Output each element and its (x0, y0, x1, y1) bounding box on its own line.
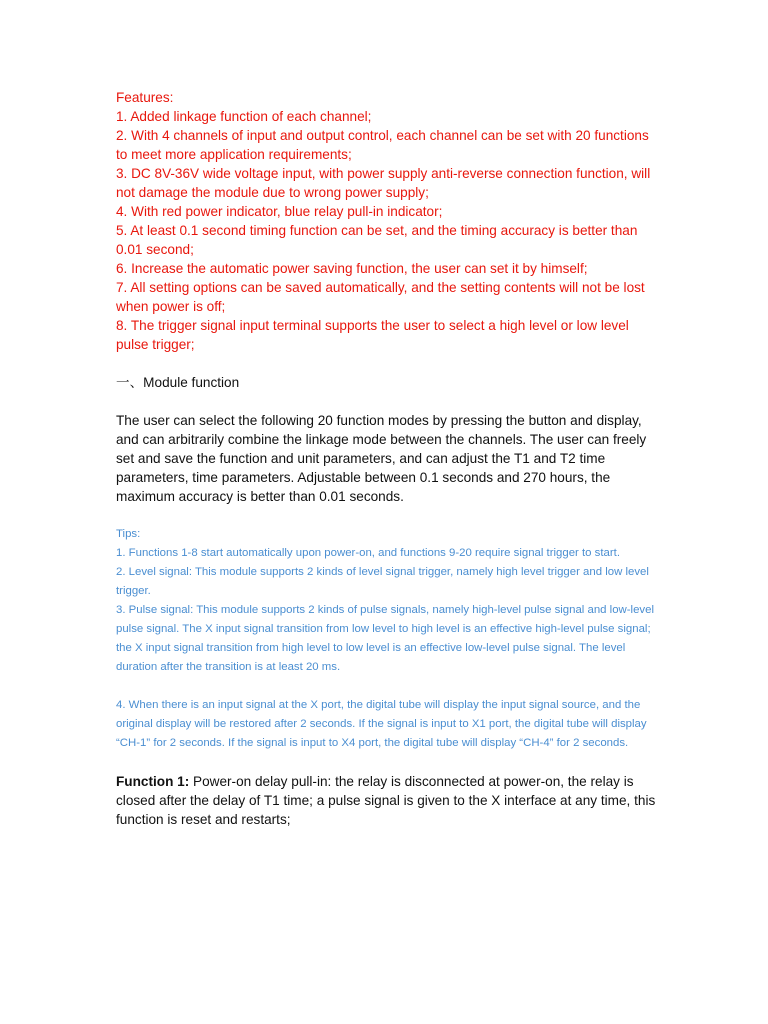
function-1-paragraph (116, 772, 656, 829)
feature-item: 4. With red power indicator, blue relay pull-in indicator; (116, 204, 443, 219)
feature-item: 8. The trigger signal input terminal supports the user to select a high level or low level pulse trigger; (116, 318, 629, 352)
tip-item: 3. Pulse signal: This module supports 2 kinds of pulse signals, namely high-level pulse signal and low-level pulse signal. The X input signal transition from low level to high level is an effective high-level pulse signal; the X input signal transition from high level to low level is an effective low-level pulse signal. The level duration after the transition is at least 20 ms. (116, 604, 654, 673)
feature-item: 5. At least 0.1 second timing function can be set, and the timing accuracy is better than 0.01 second; (116, 223, 638, 257)
feature-item: 1. Added linkage function of each channel; (116, 109, 372, 124)
tip-item: 4. When there is an input signal at the X port, the digital tube will display the input signal source, and the original display will be restored after 2 seconds. If the signal is input to X1 port, the digital tube will display “CH-1” for 2 seconds. If the signal is input to X4 port, the digital tube will display “CH-4” for 2 seconds. (116, 699, 647, 749)
document-page (116, 88, 656, 829)
module-function-heading: 一、Module function (116, 375, 240, 390)
tip-item: 2. Level signal: This module supports 2 kinds of level signal trigger, namely high level trigger and low level trigger. (116, 566, 649, 597)
tips-heading: Tips: (116, 528, 141, 540)
feature-item: 3. DC 8V-36V wide voltage input, with power supply anti-reverse connection function, will not damage the module due to wrong power supply; (116, 166, 651, 200)
features-section (116, 88, 656, 354)
feature-item: 2. With 4 channels of input and output control, each channel can be set with 20 functions to meet more application requirements; (116, 128, 649, 162)
function-1-text: Power-on delay pull-in: the relay is disconnected at power-on, the relay is closed after the delay of T1 time; a pulse signal is given to the X interface at any time, this function is reset and restarts; (116, 774, 656, 827)
features-heading: Features: (116, 90, 174, 105)
module-function-intro: The user can select the following 20 function modes by pressing the button and display, and can arbitrarily combine the linkage mode between the channels. The user can freely set and save the function and unit parameters, and can adjust the T1 and T2 time parameters, time parameters. Adjustable between 0.1 seconds and 270 hours, the maximum accuracy is better than 0.01 seconds. (116, 413, 647, 504)
tips-section (116, 525, 656, 753)
feature-item: 7. All setting options can be saved automatically, and the setting contents will not be lost when power is off; (116, 280, 645, 314)
tip-item: 1. Functions 1-8 start automatically upon power-on, and functions 9-20 require signal trigger to start. (116, 547, 620, 559)
feature-item: 6. Increase the automatic power saving function, the user can set it by himself; (116, 261, 588, 276)
function-1-label: Function 1: (116, 774, 190, 789)
